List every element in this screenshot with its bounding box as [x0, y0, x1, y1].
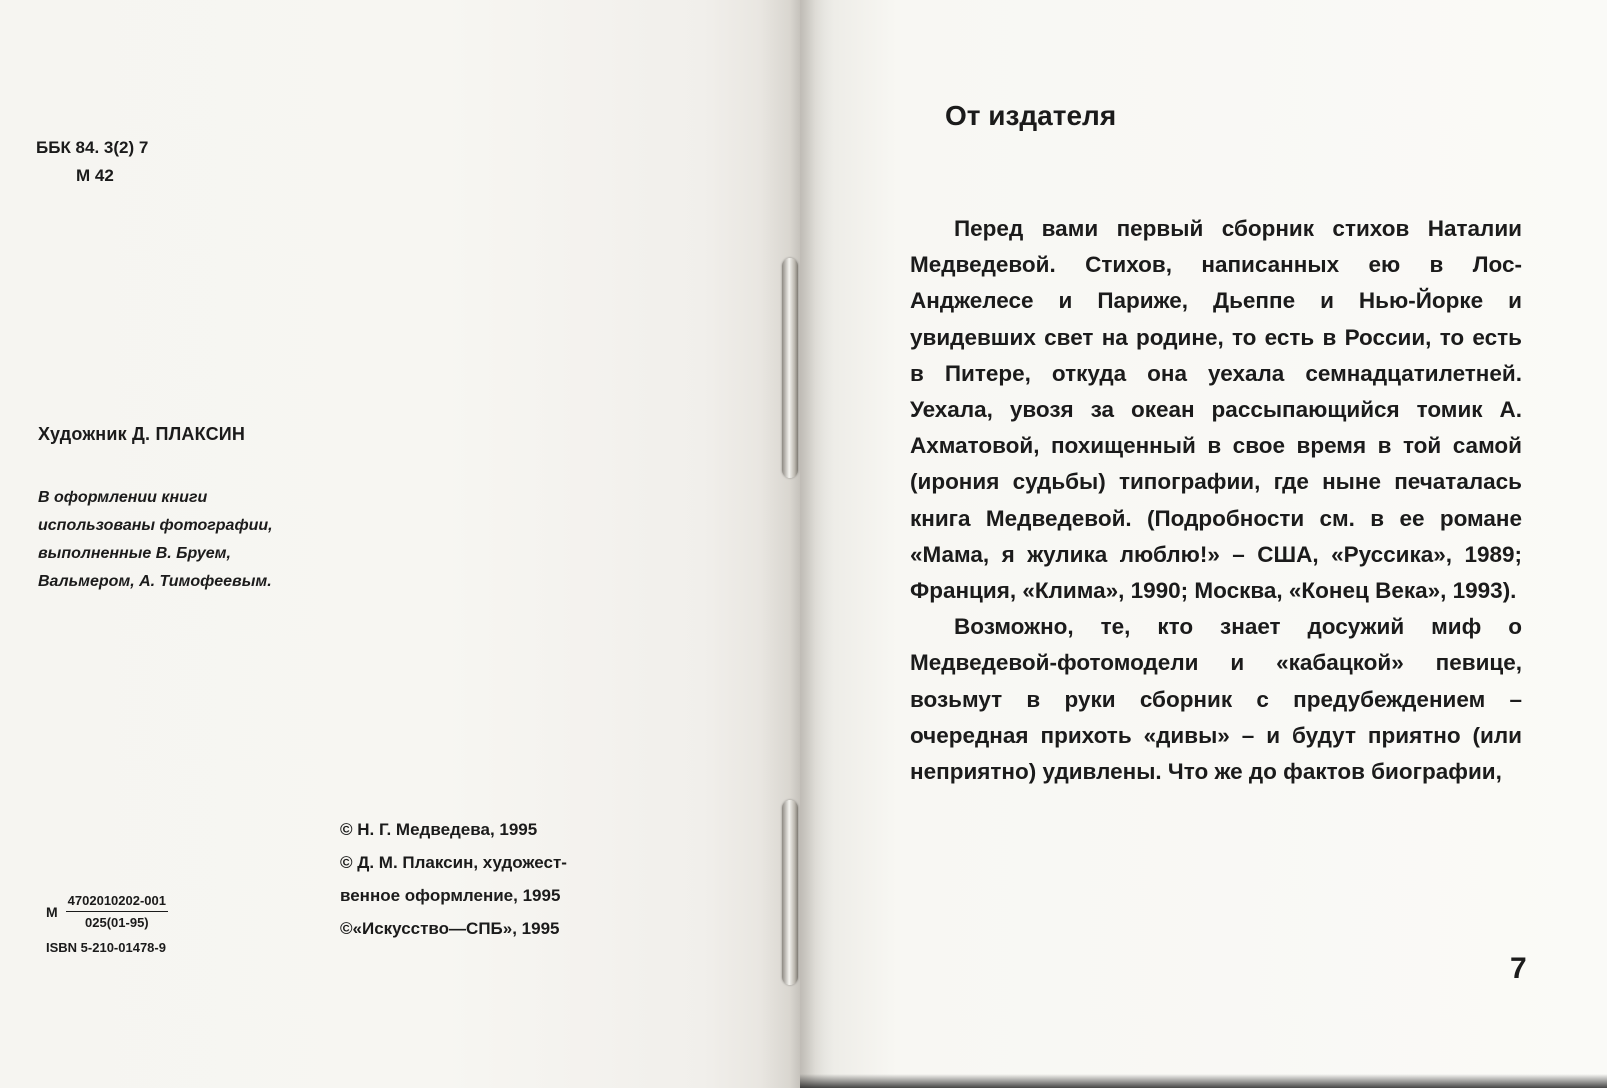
bbk-code: ББК 84. 3(2) 7 — [36, 138, 149, 157]
publication-index — [46, 893, 168, 955]
photo-credits-line: использованы фотографии, — [38, 517, 273, 534]
bbk-classification — [36, 134, 148, 190]
index-denominator: 025(01-95) — [85, 915, 149, 930]
photo-credits-line: Вальмером, А. Тимофеевым. — [38, 573, 272, 590]
copyright-notices — [340, 813, 567, 945]
copyright-line: © Н. Г. Медведева, 1995 — [340, 820, 538, 839]
staple-icon — [782, 800, 798, 985]
copyright-line: © Д. М. Плаксин, художест- — [340, 853, 567, 872]
isbn: ISBN 5-210-01478-9 — [46, 940, 166, 955]
index-stack — [66, 893, 168, 930]
publisher-foreword — [910, 211, 1522, 790]
photo-credits-line: выполненные В. Бруем, — [38, 545, 231, 562]
index-fraction — [46, 893, 168, 930]
photo-credits — [38, 484, 398, 596]
copyright-line: венное оформление, 1995 — [340, 886, 561, 905]
page-title: От издателя — [945, 100, 1117, 131]
page-number: 7 — [1510, 952, 1527, 985]
left-page — [0, 0, 800, 1088]
index-letter: М — [46, 903, 58, 920]
index-numerator: 4702010202-001 — [66, 893, 168, 912]
right-page — [800, 0, 1607, 1088]
copyright-line: ©«Искусство—СПБ», 1995 — [340, 919, 560, 938]
author-mark: М 42 — [76, 166, 114, 185]
photo-credits-line: В оформлении книги — [38, 489, 208, 506]
page-edge-shadow — [800, 1074, 1607, 1088]
staple-icon — [782, 258, 798, 478]
paragraph: Перед вами первый сборник стихов Наталии Медведевой. Стихов, написанных ею в Лос-Анджелесе и Париже, Дьеппе и Нью-Йорке и увидевших свет на родине, то есть в России, то есть в Питере, откуда она уехала семнадцатилетней. Уехала, увозя за океан рассыпающийся томик А. Ахматовой, похищенный в свое время в той самой (ирония судьбы) типографии, где ныне печаталась книга Медведевой. (Подробности см. в ее романе «Мама, я жулика люблю!» – США, «Руссика», 1989; Франция, «Клима», 1990; Москва, «Конец Века», 1993). — [910, 216, 1522, 604]
artist-credit: Художник Д. ПЛАКСИН — [38, 424, 246, 444]
paragraph: Возможно, те, кто знает досужий миф о Медведевой-фотомодели и «кабацкой» певице, возьмут в руки сборник с предубеждением – очередная прихоть «дивы» – и будут приятно (или неприятно) удивлены. Что же до фактов биографии, — [910, 614, 1522, 785]
